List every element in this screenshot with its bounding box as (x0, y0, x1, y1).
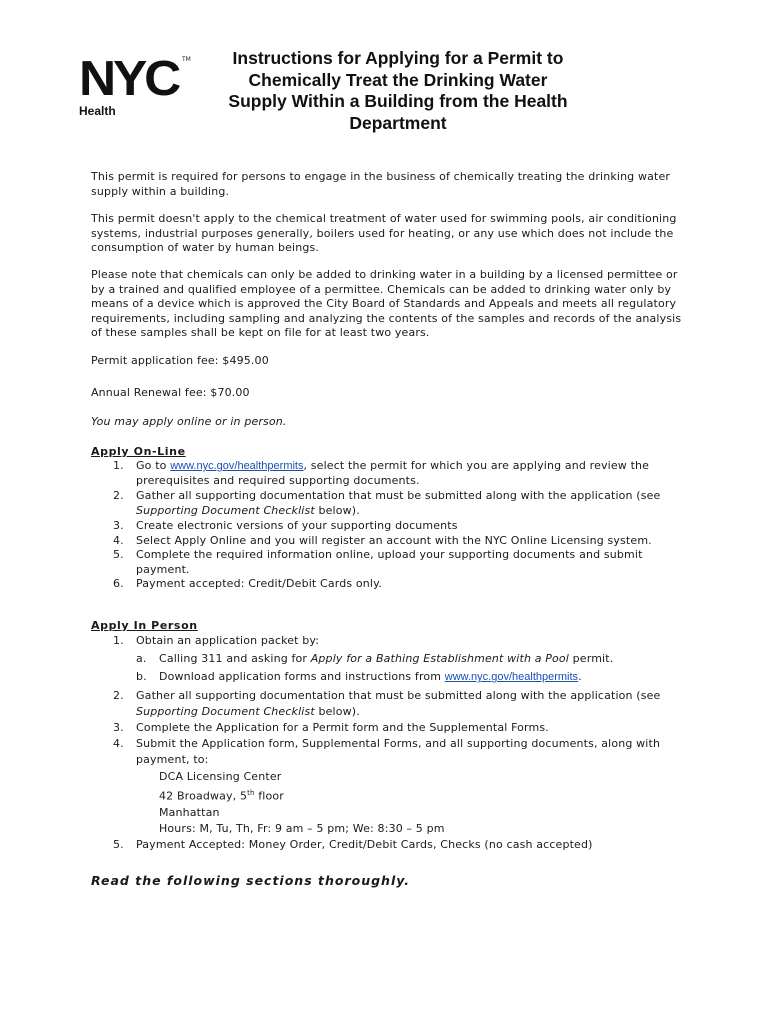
list-text: . (578, 670, 582, 684)
list-text: Payment Accepted: Money Order, Credit/Debit Cards, Checks (no cash accepted) (136, 838, 593, 852)
list-number: 2. (113, 688, 124, 702)
apply-in-person-list (91, 633, 691, 853)
read-sections-note: Read the following sections thoroughly. (91, 873, 410, 888)
list-text: Create electronic versions of your supporting documents (136, 519, 458, 532)
list-text: Payment accepted: Credit/Debit Cards only. (136, 577, 382, 590)
list-text: Download application forms and instructions from (159, 670, 445, 684)
list-item (91, 720, 691, 736)
list-item (91, 534, 691, 549)
list-emphasis: Apply for a Bathing Establishment with a Pool (310, 652, 570, 666)
list-text: below). (314, 704, 360, 718)
healthpermits-link[interactable]: www.nyc.gov/healthpermits (170, 460, 304, 472)
apply-in-person-heading: Apply In Person (91, 619, 198, 632)
sub-list-letter: a. (136, 652, 147, 666)
list-number: 3. (113, 721, 124, 735)
list-text: Calling 311 and asking for (159, 652, 311, 666)
address-line (159, 785, 691, 805)
list-number: 4. (113, 533, 124, 547)
address-text: 42 Broadway, 5 (159, 789, 248, 803)
list-text: Obtain an application packet by: (136, 634, 320, 647)
apply-online-list (91, 459, 691, 592)
list-item (91, 519, 691, 534)
address-line: DCA Licensing Center (159, 769, 282, 783)
logo-trademark: TM (182, 56, 191, 63)
list-number: 6. (113, 577, 124, 590)
sub-list-item (136, 651, 691, 667)
nyc-health-logo (79, 52, 191, 122)
list-text: below). (314, 503, 360, 517)
list-text: Select Apply Online and you will register an account with the NYC Online Licensing system. (136, 533, 652, 547)
note-paragraph: Please note that chemicals can only be added to drinking water in a building by a licensed permittee or by a trained and qualified employee of a permittee. Chemicals can be added to drinking water only by means of a device which is approved the City Board of Standards and Appeals and meets all regulatory requirements, including sampling and analyzing the contents of the samples and records of the analysis of these samples shall be kept on file for at least two years. (91, 268, 682, 339)
renewal-fee: Annual Renewal fee: $70.00 (91, 386, 250, 399)
office-hours: Hours: M, Tu, Th, Fr: 9 am – 5 pm; We: 8:30 – 5 pm (159, 821, 445, 835)
list-number: 4. (113, 737, 124, 751)
apply-note: You may apply online or in person. (91, 415, 287, 428)
address-text: floor (254, 789, 284, 803)
list-emphasis: Supporting Document Checklist (136, 704, 315, 718)
list-text: Go to (136, 459, 171, 472)
list-text: , select the permit for which you are applying and review the prerequisites and required supporting documents. (136, 459, 650, 487)
list-item (91, 489, 691, 518)
list-text: permit. (569, 652, 614, 666)
list-number: 2. (113, 489, 124, 502)
exemption-paragraph: This permit doesn't apply to the chemical treatment of water used for swimming pools, air conditioning systems, industrial purposes generally, boilers used for heating, or any use which does not include the consumption of water by human beings. (91, 212, 677, 254)
sub-list-item (136, 669, 691, 685)
licensing-center-address (136, 769, 691, 837)
application-fee: Permit application fee: $495.00 (91, 354, 269, 367)
list-item (91, 577, 691, 592)
apply-online-heading: Apply On-Line (91, 445, 186, 458)
list-text: Complete the Application for a Permit form and the Supplemental Forms. (136, 721, 549, 735)
healthpermits-link[interactable]: www.nyc.gov/healthpermits (444, 671, 579, 684)
address-line: Manhattan (159, 805, 220, 819)
list-text: Gather all supporting documentation that must be submitted along with the application (see (136, 688, 661, 702)
sub-list (136, 651, 691, 685)
list-number: 1. (113, 459, 124, 472)
list-emphasis: Supporting Document Checklist (136, 503, 315, 517)
list-item (91, 548, 691, 577)
list-item (91, 688, 691, 720)
sub-list-letter: b. (136, 670, 147, 684)
logo-wordmark: NYC (79, 52, 179, 106)
list-item (91, 633, 691, 686)
logo-subtitle: Health (79, 104, 116, 118)
list-number: 5. (113, 548, 124, 561)
page-title: Instructions for Applying for a Permit to Chemically Treat the Drinking Water Supply Within a Building from the Health Department (228, 48, 568, 133)
list-item (91, 736, 691, 837)
list-number: 5. (113, 838, 124, 852)
list-item (91, 459, 691, 488)
ordinal-suffix: th (247, 788, 255, 797)
list-text: Submit the Application form, Supplemental Forms, and all supporting documents, along with payment, to: (136, 737, 661, 767)
intro-paragraph: This permit is required for persons to engage in the business of chemically treating the drinking water supply within a building. (91, 170, 671, 198)
list-text: Gather all supporting documentation that must be submitted along with the application (see (136, 489, 661, 502)
list-item (91, 837, 691, 853)
list-text: Complete the required information online, upload your supporting documents and submit payment. (136, 548, 643, 576)
list-number: 1. (113, 634, 124, 647)
list-number: 3. (113, 519, 124, 532)
